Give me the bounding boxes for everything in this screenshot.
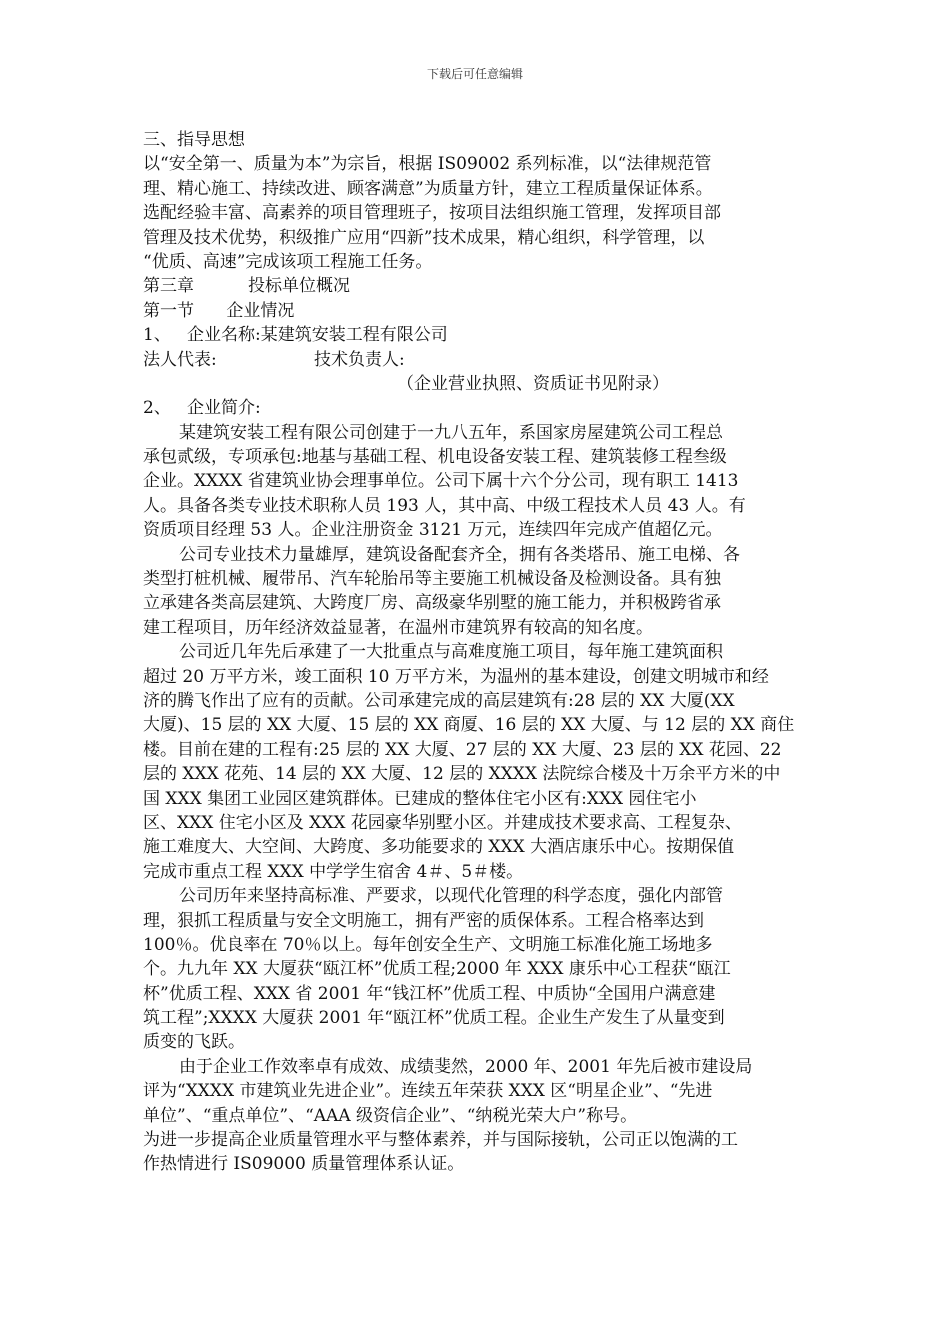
paragraph-line: 管理及技术优势，积级推广应用“四新”技术成果，精心组织，科学管理，以 <box>143 227 705 248</box>
document-body <box>143 128 807 1177</box>
paragraph-line: 公司专业技术力量雄厚，建筑设备配套齐全，拥有各类塔吊、施工电梯、各 <box>179 544 740 565</box>
paragraph-line: 人。具备各类专业技术职称人员 193 人，其中高、中级工程技术人员 43 人。有 <box>143 495 746 516</box>
paragraph-line: 评为“XXXX 市建筑业先进企业”。连续五年荣获 XXX 区“明星企业”、“先进 <box>143 1081 713 1102</box>
paragraph-line: 由于企业工作效率卓有成效、成绩斐然，2000 年、2001 年先后被市建设局 <box>179 1056 753 1077</box>
paragraph-line: 施工难度大、大空间、大跨度、多功能要求的 XXX 大酒店康乐中心。按期保值 <box>143 837 735 858</box>
paragraph-line: 承包贰级，专项承包:地基与基础工程、机电设备安装工程、建筑装修工程叁级 <box>143 447 727 468</box>
paragraph-line: 济的腾飞作出了应有的贡献。公司承建完成的高层建筑有:28 层的 XX 大厦(XX <box>143 690 735 711</box>
appendix-note: （企业营业执照、资质证书见附录） <box>397 373 669 394</box>
paragraph-line: 理、精心施工、持续改进、顾客满意”为质量方针，建立工程质量保证体系。 <box>143 178 713 199</box>
paragraph-line: “优质、高速”完成该项工程施工任务。 <box>143 251 433 272</box>
paragraph-line: 理，狠抓工程质量与安全文明施工，拥有严密的质保体系。工程合格率达到 <box>143 910 704 931</box>
paragraph-line: 公司历年来坚持高标准、严要求，以现代化管理的科学态度，强化内部管 <box>179 886 723 907</box>
paragraph-line: 公司近几年先后承建了一大批重点与高难度施工项目，每年施工建筑面积 <box>179 642 723 663</box>
section-heading: 第一节 企业情况 <box>143 300 295 321</box>
paragraph-line: 超过 20 万平方米，竣工面积 10 万平方米，为温州的基本建设，创建文明城市和经 <box>143 666 769 687</box>
subheading: 2、 企业简介: <box>143 398 261 419</box>
paragraph-line: 某建筑安装工程有限公司创建于一九八五年，系国家房屋建筑公司工程总 <box>179 422 723 443</box>
paragraph-line: 筑工程”;XXXX 大厦获 2001 年“瓯江杯”优质工程。企业生产发生了从量变到 <box>143 1008 725 1029</box>
paragraph-line: 完成市重点工程 XXX 中学学生宿舍 4＃、5＃楼。 <box>143 861 524 882</box>
section-heading: 三、指导思想 <box>143 130 245 150</box>
representatives-line: 法人代表: 技术负责人: <box>143 349 405 370</box>
paragraph-line: 区、XXX 住宅小区及 XXX 花园豪华别墅小区。并建成技术要求高、工程复杂、 <box>143 812 742 833</box>
paragraph-line: 资质项目经理 53 人。企业注册资金 3121 万元，连续四年完成产值超亿元。 <box>143 520 723 541</box>
paragraph-line: 建工程项目，历年经济效益显著，在温州市建筑界有较高的知名度。 <box>143 617 653 638</box>
paragraph-line: 企业。XXXX 省建筑业协会理事单位。公司下属十六个分公司，现有职工 1413 <box>143 471 739 492</box>
paragraph-line: 100％。优良率在 70％以上。每年创安全生产、文明施工标准化施工场地多 <box>143 934 713 955</box>
paragraph-line: 楼。目前在建的工程有:25 层的 XX 大厦、27 层的 XX 大厦、23 层的 XX 花园、22 <box>143 739 782 760</box>
paragraph-line: 选配经验丰富、高素养的项目管理班子，按项目法组织施工管理，发挥项目部 <box>143 203 721 224</box>
paragraph-line: 层的 XXX 花苑、14 层的 XX 大厦、12 层的 XXXX 法院综合楼及十万余平方米的中 <box>143 764 781 785</box>
paragraph-line: 为进一步提高企业质量管理水平与整体素养，并与国际接轨，公司正以饱满的工 <box>143 1130 738 1151</box>
paragraph-line: 国 XXX 集团工业园区建筑群体。已建成的整体住宅小区有:XXX 园住宅小 <box>143 788 697 809</box>
page-header-note: 下载后可任意编辑 <box>426 67 523 81</box>
paragraph-line: 单位”、“重点单位”、“AAA 级资信企业”、“纳税光荣大户”称号。 <box>143 1105 638 1126</box>
paragraph-line: 以“安全第一、质量为本”为宗旨，根据 IS09002 系列标准，以“法律规范管 <box>143 154 712 175</box>
paragraph-line: 作热情进行 IS09000 质量管理体系认证。 <box>143 1154 465 1175</box>
paragraph-line: 立承建各类高层建筑、大跨度厂房、高级豪华别墅的施工能力，并积极跨省承 <box>143 593 721 614</box>
paragraph-line: 个。九九年 XX 大厦获“瓯江杯”优质工程;2000 年 XXX 康乐中心工程获“瓯江 <box>143 959 731 980</box>
paragraph-line: 质变的飞跃。 <box>143 1032 245 1053</box>
paragraph-line: 类型打桩机械、履带吊、汽车轮胎吊等主要施工机械设备及检测设备。具有独 <box>143 569 721 590</box>
paragraph-line: 大厦)、15 层的 XX 大厦、15 层的 XX 商厦、16 层的 XX 大厦、与 12 层的 XX 商住 <box>143 715 795 736</box>
paragraph-line: 杯”优质工程、XXX 省 2001 年“钱江杯”优质工程、中质协“全国用户满意建 <box>143 983 716 1004</box>
chapter-heading: 第三章 投标单位概况 <box>143 276 351 297</box>
company-name-line: 1、 企业名称:某建筑安装工程有限公司 <box>143 325 448 346</box>
